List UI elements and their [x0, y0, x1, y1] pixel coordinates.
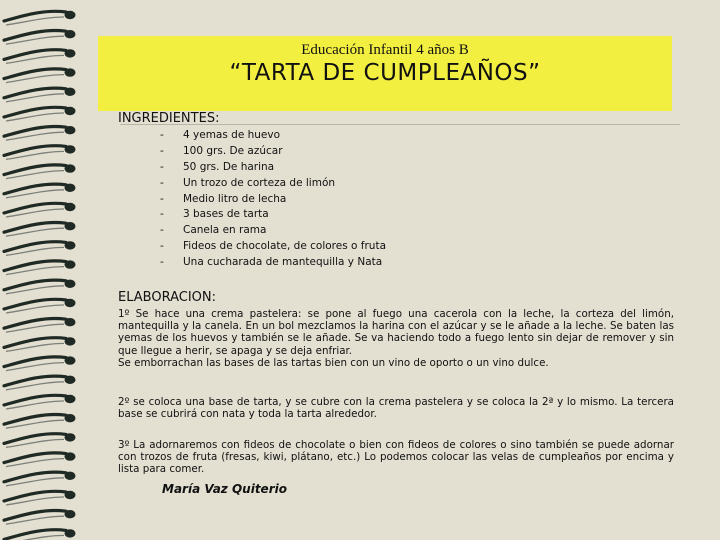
paragraph-text: Se emborrachan las bases de las tartas bien con un vino de oporto o un vino dulce. [118, 356, 549, 369]
ingredient-text: Una cucharada de mantequilla y Nata [183, 256, 383, 269]
list-item [160, 176, 386, 192]
list-item [160, 223, 386, 239]
elaboration-step-2: 2º se coloca una base de tarta, y se cubre con la crema pastelera y se coloca la 2ª y lo mismo. La tercera base se cubrirá con nata y toda la tarta alrededor. [118, 396, 674, 421]
class-subtitle: Educación Infantil 4 años B [301, 42, 469, 58]
list-bullet: - [160, 144, 164, 157]
ingredient-text: 100 grs. De azúcar [183, 144, 283, 157]
elaboration-step-3: 3º La adornaremos con fideos de chocolate o bien con fideos de colores o sino también se puede adornar con trozos de fruta (fresas, kiwi, plátano, etc.) Lo podemos colocar las velas de cumpleaños por encima y lista para comer. [118, 439, 674, 476]
ingredient-text: 3 bases de tarta [183, 208, 269, 221]
list-item [160, 192, 386, 208]
ingredients-list [160, 128, 386, 271]
list-bullet: - [160, 208, 164, 221]
author-signature: María Vaz Quiterio [162, 482, 287, 496]
list-bullet: - [160, 240, 164, 253]
list-bullet: - [160, 256, 164, 269]
elaboration-step-1 [118, 308, 674, 369]
list-item [160, 160, 386, 176]
list-item [160, 207, 386, 223]
list-item [160, 144, 386, 160]
ingredient-text: 50 grs. De harina [183, 160, 275, 173]
list-item [160, 255, 386, 271]
elaboration-heading: ELABORACION: [118, 290, 216, 305]
ingredient-text: Un trozo de corteza de limón [183, 176, 336, 189]
ingredients-heading: INGREDIENTES: [118, 111, 220, 126]
spiral-binding-icon [0, 0, 95, 540]
ingredient-text: 4 yemas de huevo [183, 129, 281, 141]
list-bullet: - [160, 129, 164, 141]
list-bullet: - [160, 160, 164, 173]
list-bullet: - [160, 176, 164, 189]
list-item [160, 128, 386, 144]
list-bullet: - [160, 192, 164, 205]
ingredient-text: Fideos de chocolate, de colores o fruta [183, 240, 387, 253]
ingredient-text: Medio litro de lecha [183, 192, 287, 205]
list-bullet: - [160, 224, 164, 237]
ingredient-text: Canela en rama [183, 224, 267, 237]
paragraph-text: 1º Se hace una crema pastelera: se pone al fuego una cacerola con la leche, la corteza del limón, mantequilla y la canela. En un bol mezclamos la harina con el azúcar y se le añade a la leche. Se baten las yemas de los huevos y también se le añade. Se va haciendo todo a fuego lento sin dejar de remover y sin que llegue a herir, se apaga y se deja enfriar. [118, 308, 674, 357]
page-title: “TARTA DE CUMPLEAÑOS” [229, 60, 541, 86]
list-item [160, 239, 386, 255]
